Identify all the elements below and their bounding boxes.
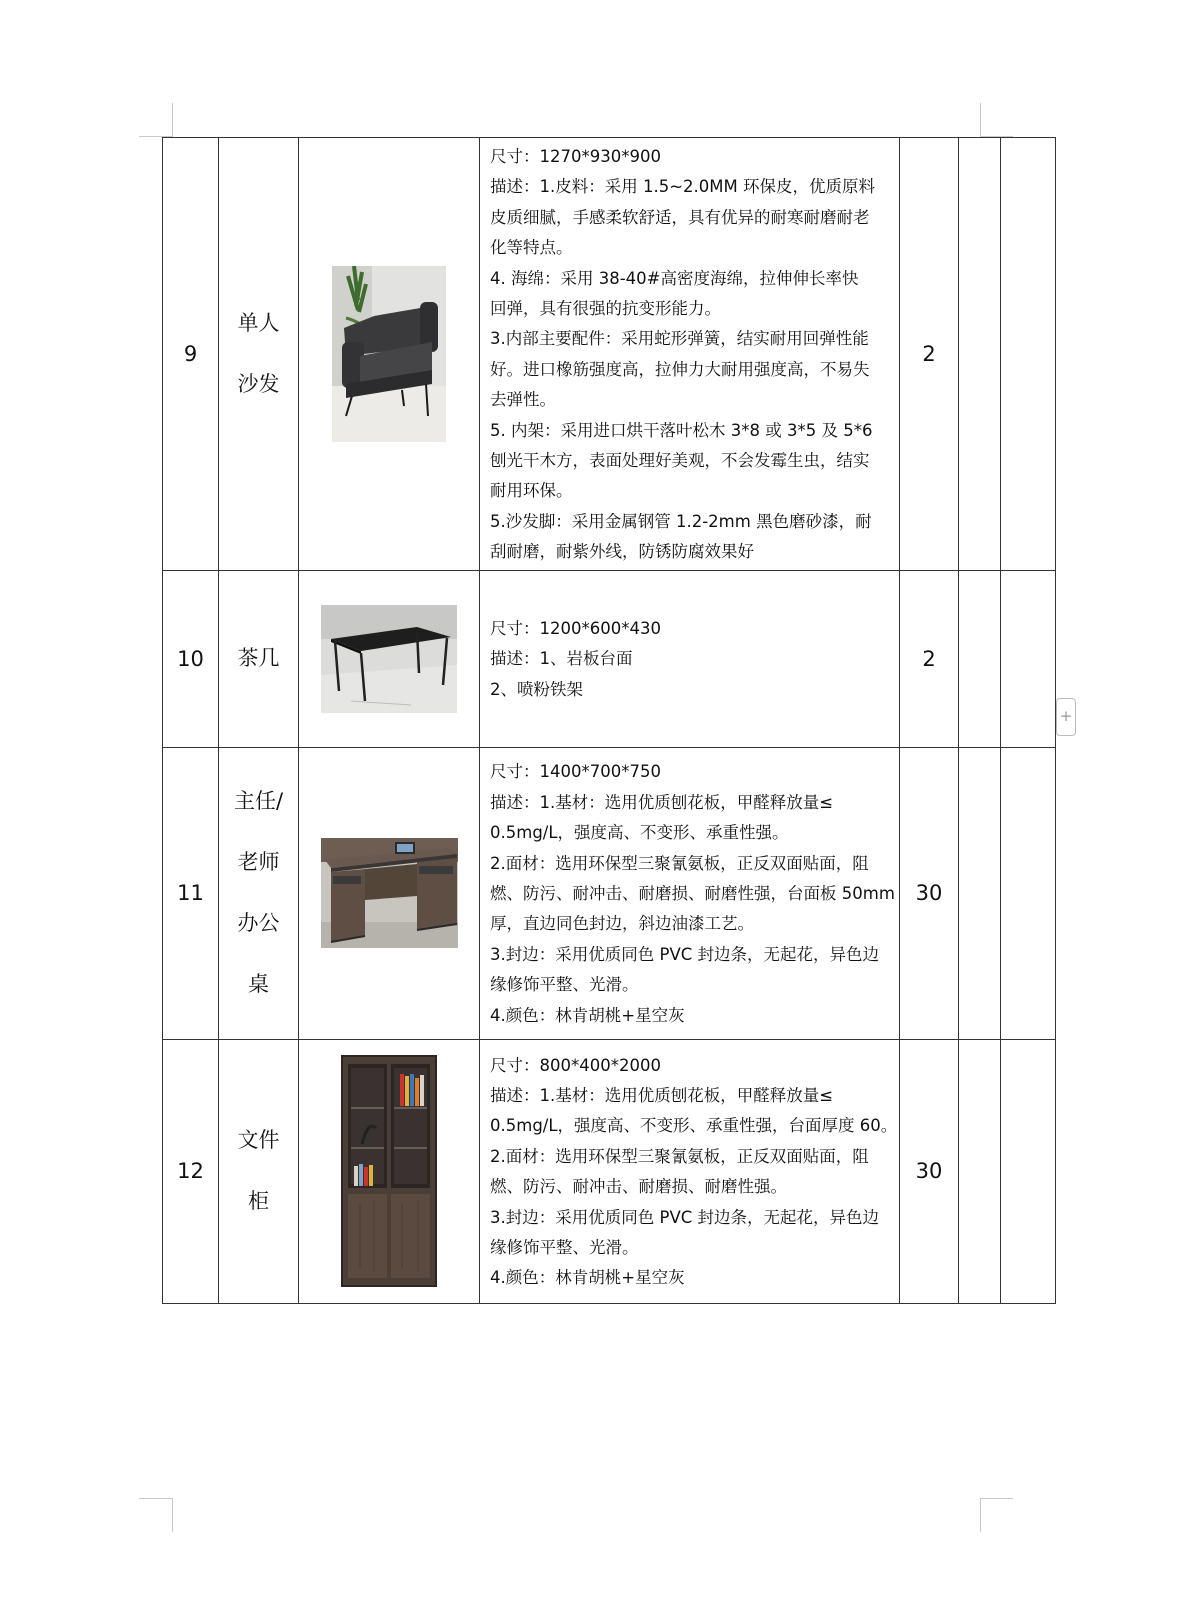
empty-cell [959,138,1001,571]
item-number: 12 [163,1039,219,1303]
item-quantity: 2 [900,138,959,571]
item-quantity: 30 [900,1039,959,1303]
item-photo-cell [299,138,480,571]
item-number: 9 [163,138,219,571]
empty-cell [1001,1039,1056,1303]
furniture-spec-table [162,137,1056,1304]
office-desk-photo [321,838,458,948]
empty-cell [959,747,1001,1039]
empty-cell [1001,138,1056,571]
table-row [163,570,1056,747]
table-row [163,138,1056,571]
item-name: 文件 柜 [219,1039,299,1303]
item-description: 尺寸：800*400*2000 描述：1.基材：选用优质刨花板，甲醛释放量≤ 0.5mg/L，强度高、不变形、承重性强，台面厚度 60。 2.面材：选用环保型三聚氰氨板，正反双面贴面，阻 燃、防污、耐冲击、耐磨损、耐磨性强。 3.封边：采用优质同色 PVC 封边条，无起花，异色边 缘修饰平整、光滑。 4.颜色：林肯胡桃+星空灰 [480,1039,900,1303]
item-description: 尺寸：1200*600*430 描述：1、岩板台面 2、喷粉铁架 [480,570,900,747]
table-row [163,1039,1056,1303]
empty-cell [1001,570,1056,747]
item-number: 11 [163,747,219,1039]
sofa-photo [332,266,446,442]
crop-mark [980,103,981,137]
empty-cell [1001,747,1056,1039]
item-name: 单人 沙发 [219,138,299,571]
item-name: 茶几 [219,570,299,747]
table-row [163,747,1056,1039]
item-quantity: 2 [900,570,959,747]
crop-mark [980,1498,981,1532]
empty-cell [959,1039,1001,1303]
item-number: 10 [163,570,219,747]
item-description: 尺寸：1400*700*750 描述：1.基材：选用优质刨花板，甲醛释放量≤ 0.5mg/L，强度高、不变形、承重性强。 2.面材：选用环保型三聚氰氨板，正反双面贴面，阻 燃、防污、耐冲击、耐磨损、耐磨性强，台面板 50mm 厚，直边同色封边，斜边油漆工艺。 3.封边：采用优质同色 PVC 封边条，无起花，异色边 缘修饰平整、光滑。 4.颜色：林肯胡桃+星空灰 [480,747,900,1039]
item-name: 主任/ 老师 办公 桌 [219,747,299,1039]
coffee-table-photo [321,605,457,713]
add-row-button[interactable]: + [1056,698,1076,736]
crop-mark [172,103,173,137]
empty-cell [959,570,1001,747]
crop-mark [172,1498,173,1532]
file-cabinet-photo [340,1054,438,1288]
item-photo-cell [299,570,480,747]
item-quantity: 30 [900,747,959,1039]
item-description: 尺寸：1270*930*900 描述：1.皮料：采用 1.5~2.0MM 环保皮，优质原料 皮质细腻，手感柔软舒适，具有优异的耐寒耐磨耐老 化等特点。 4. 海绵：采用 38-40#高密度海绵，拉伸伸长率快 回弹，具有很强的抗变形能力。 3.内部主要配件：采用蛇形弹簧，结实耐用回弹性能 好。进口橡筋强度高，拉伸力大耐用强度高，不易失 去弹性。 5. 内架：采用进口烘干落叶松木 3*8 或 3*5 及 5*6 刨光干木方，表面处理好美观，不会发霉生虫，结实 耐用环保。 5.沙发脚：采用金属钢管 1.2-2mm 黑色磨砂漆，耐 刮耐磨，耐紫外线，防锈防腐效果好 [480,138,900,571]
crop-mark [980,1498,1013,1499]
item-photo-cell [299,747,480,1039]
item-photo-cell [299,1039,480,1303]
crop-mark [139,1498,172,1499]
